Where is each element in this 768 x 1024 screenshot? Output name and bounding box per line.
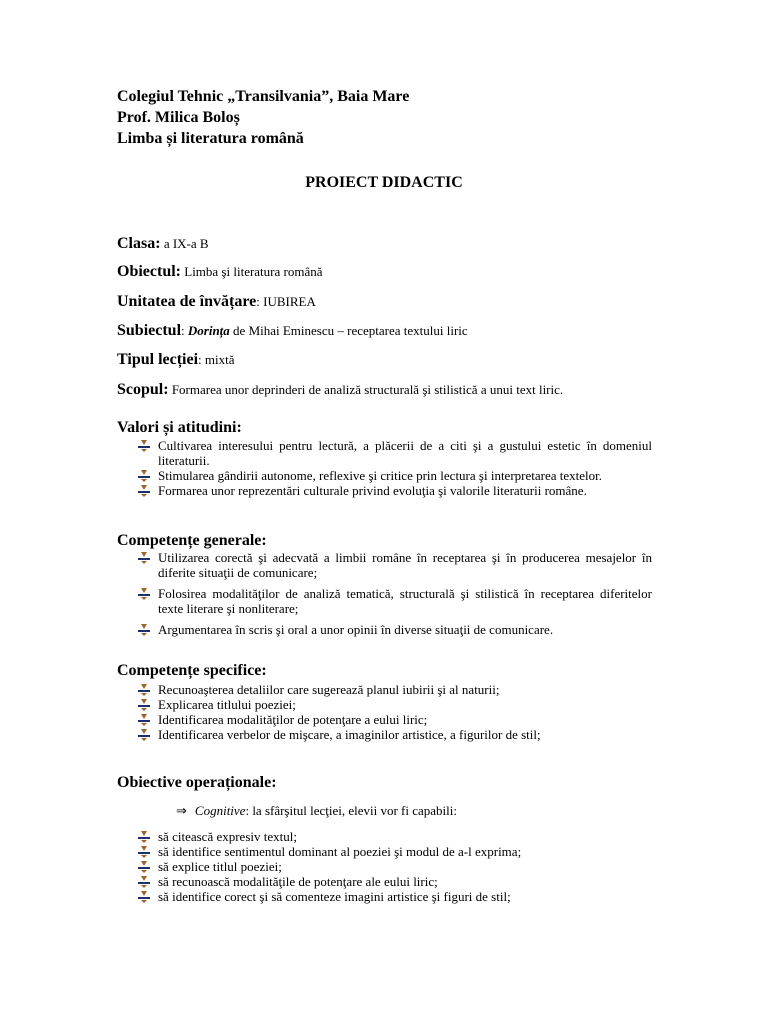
document-header (117, 86, 409, 149)
arrow-bullet-icon (137, 860, 151, 873)
field-value: : mixtă (198, 352, 235, 367)
field-label: Subiectul (117, 322, 182, 339)
list-item-text: Recunoaşterea detaliilor care sugerează planul iubirii şi al naturii; (158, 682, 500, 697)
list-item-text: Stimularea gândirii autonome, reflexive şi critice prin lectura şi interpretarea textelor. (158, 468, 602, 483)
list-item-text: să citească expresiv textul; (158, 829, 297, 844)
field-label: Obiectul: (117, 263, 181, 280)
section-heading-competente-generale: Competențe generale: (117, 532, 267, 549)
list-item-text: să identifice sentimentul dominant al poeziei şi modul de a-l exprima; (158, 844, 522, 859)
field-value: a IX-a B (160, 236, 209, 251)
arrow-bullet-icon (137, 698, 151, 711)
list-item-text: să explice titlul poeziei; (158, 859, 282, 874)
poem-title: Dorința (187, 323, 230, 338)
arrow-bullet-icon (137, 623, 151, 636)
list-item (136, 550, 652, 580)
list-item (136, 829, 652, 844)
field-label: Tipul lecției (117, 351, 199, 368)
field-subiectul (117, 322, 468, 340)
list-item-text: Identificarea verbelor de mişcare, a imaginilor artistice, a figurilor de stil; (158, 727, 541, 742)
list-item-text: să identifice corect şi să comenteze imagini artistice şi figuri de stil; (158, 889, 511, 904)
list-item (136, 438, 652, 468)
list-item (136, 844, 652, 859)
list-item (136, 727, 652, 742)
arrow-bullet-icon (137, 551, 151, 564)
list-item (136, 468, 652, 483)
field-value: Formarea unor deprinderi de analiză structurală şi stilistică a unui text liric. (168, 382, 564, 397)
field-label: Scopul: (117, 381, 169, 398)
field-scopul (117, 381, 563, 399)
document-title: PROIECT DIDACTIC (305, 174, 463, 191)
field-clasa (117, 235, 209, 253)
arrow-right-icon: ⇒ (176, 804, 187, 819)
subject-name: Limba și literatura română (117, 130, 304, 147)
list-item (136, 712, 652, 727)
field-obiectul (117, 263, 323, 281)
list-item (136, 889, 652, 904)
list-item-text: Folosirea modalităţilor de analiză tematică, structurală şi stilistică în receptarea diferitelor texte literare şi nonliterare; (158, 586, 652, 616)
list-item (136, 586, 652, 616)
arrow-bullet-icon (137, 587, 151, 600)
section-heading-obiective: Obiective operaționale: (117, 774, 277, 791)
list-item (136, 483, 652, 498)
list-obiective (136, 829, 652, 904)
arrow-bullet-icon (137, 713, 151, 726)
arrow-bullet-icon (137, 439, 151, 452)
arrow-bullet-icon (137, 484, 151, 497)
arrow-bullet-icon (137, 469, 151, 482)
arrow-bullet-icon (137, 890, 151, 903)
field-unitatea (117, 293, 316, 311)
arrow-bullet-icon (137, 830, 151, 843)
arrow-bullet-icon (137, 728, 151, 741)
list-item (136, 874, 652, 889)
cognitive-line (176, 803, 457, 819)
arrow-bullet-icon (137, 683, 151, 696)
field-value: Limba şi literatura română (181, 264, 323, 279)
list-item (136, 697, 652, 712)
arrow-bullet-icon (137, 875, 151, 888)
list-item-text: Explicarea titlului poeziei; (158, 697, 296, 712)
list-item-text: Utilizarea corectă şi adecvată a limbii române în receptarea şi în producerea mesajelor în diferite situaţii de comunicare; (158, 550, 652, 580)
section-heading-valori: Valori și atitudini: (117, 419, 242, 436)
list-item (136, 622, 652, 637)
list-item-text: Formarea unor reprezentări culturale privind evoluţia şi valorile literaturii române. (158, 483, 587, 498)
school-name: Colegiul Tehnic „Transilvania”, Baia Mare (117, 88, 410, 105)
list-item-text: Identificarea modalităţilor de potenţare a eului liric; (158, 712, 428, 727)
field-separator: : (181, 323, 188, 338)
list-valori (136, 438, 652, 498)
list-item-text: să recunoască modalităţile de potenţare ale eului liric; (158, 874, 438, 889)
list-competente-specifice (136, 682, 652, 742)
field-label: Clasa: (117, 235, 161, 252)
list-competente-generale (136, 550, 652, 643)
field-value: : IUBIREA (256, 294, 316, 309)
list-item (136, 682, 652, 697)
arrow-bullet-icon (137, 845, 151, 858)
cognitive-label: Cognitive (194, 803, 246, 818)
list-item-text: Argumentarea în scris şi oral a unor opinii în diverse situaţii de comunicare. (158, 622, 554, 637)
field-value: de Mihai Eminescu – receptarea textului liric (229, 323, 468, 338)
field-tipul (117, 351, 235, 369)
list-item-text: Cultivarea interesului pentru lectură, a plăcerii de a citi şi a gustului estetic în domeniul literaturii. (158, 438, 652, 468)
cognitive-text: : la sfârşitul lecţiei, elevii vor fi capabili: (245, 803, 457, 818)
field-label: Unitatea de învățare (117, 293, 257, 310)
list-item (136, 859, 652, 874)
section-heading-competente-specifice: Competențe specifice: (117, 662, 267, 679)
teacher-name: Prof. Milica Boloș (117, 109, 240, 126)
